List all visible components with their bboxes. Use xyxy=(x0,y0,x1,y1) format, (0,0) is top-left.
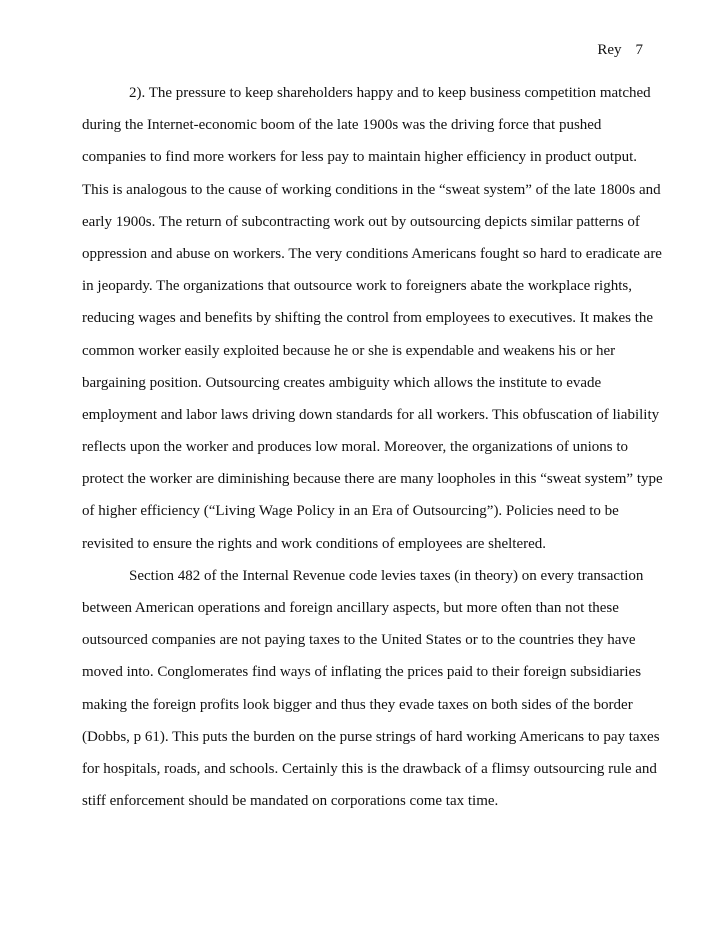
text-line: outsourced companies are not paying taxes to the United States or to the countries they have xyxy=(82,632,636,649)
text-line: reducing wages and benefits by shifting the control from employees to executives. It makes the xyxy=(82,310,654,327)
text-line: moved into. Conglomerates find ways of inflating the prices paid to their foreign subsidiaries xyxy=(82,664,642,681)
text-line: employment and labor laws driving down standards for all workers. This obfuscation of liability xyxy=(82,406,660,423)
text-line: This is analogous to the cause of working conditions in the “sweat system” of the late 1800s and xyxy=(82,181,661,198)
text-line: reflects upon the worker and produces low moral. Moreover, the organizations of unions to xyxy=(82,439,629,456)
text-line: of higher efficiency (“Living Wage Policy in an Era of Outsourcing”). Policies need to be xyxy=(82,503,619,520)
page-number: 7 xyxy=(635,42,643,58)
text-line: in jeopardy. The organizations that outsource work to foreigners abate the workplace rights, xyxy=(82,278,632,295)
text-line: common worker easily exploited because he or she is expendable and weakens his or her xyxy=(82,342,616,359)
text-line: early 1900s. The return of subcontracting work out by outsourcing depicts similar patterns of xyxy=(82,213,640,230)
text-line: protect the worker are diminishing because there are many loopholes in this “sweat system” type xyxy=(82,471,663,488)
text-line: making the foreign profits look bigger and thus they evade taxes on both sides of the border xyxy=(82,696,633,713)
text-line: companies to find more workers for less pay to maintain higher efficiency in product output. xyxy=(82,149,637,166)
page-header xyxy=(597,40,643,60)
text-line: stiff enforcement should be mandated on corporations come tax time. xyxy=(82,793,499,810)
text-line: Section 482 of the Internal Revenue code levies taxes (in theory) on every transaction xyxy=(129,567,644,584)
text-line: oppression and abuse on workers. The very conditions Americans fought so hard to eradicate are xyxy=(82,245,662,262)
text-line: 2). The pressure to keep shareholders happy and to keep business competition matched xyxy=(129,85,651,101)
document-body xyxy=(82,83,663,823)
text-line: (Dobbs, p 61). This puts the burden on the purse strings of hard working Americans to pay taxes xyxy=(82,728,660,745)
text-line: during the Internet-economic boom of the late 1900s was the driving force that pushed xyxy=(82,117,602,134)
text-line: for hospitals, roads, and schools. Certainly this is the drawback of a flimsy outsourcing rule and xyxy=(82,760,657,777)
text-line: revisited to ensure the rights and work conditions of employees are sheltered. xyxy=(82,535,547,552)
text-line: bargaining position. Outsourcing creates ambiguity which allows the institute to evade xyxy=(82,374,602,391)
text-line: between American operations and foreign ancillary aspects, but more often than not these xyxy=(82,600,619,616)
header-author: Rey xyxy=(597,42,622,58)
